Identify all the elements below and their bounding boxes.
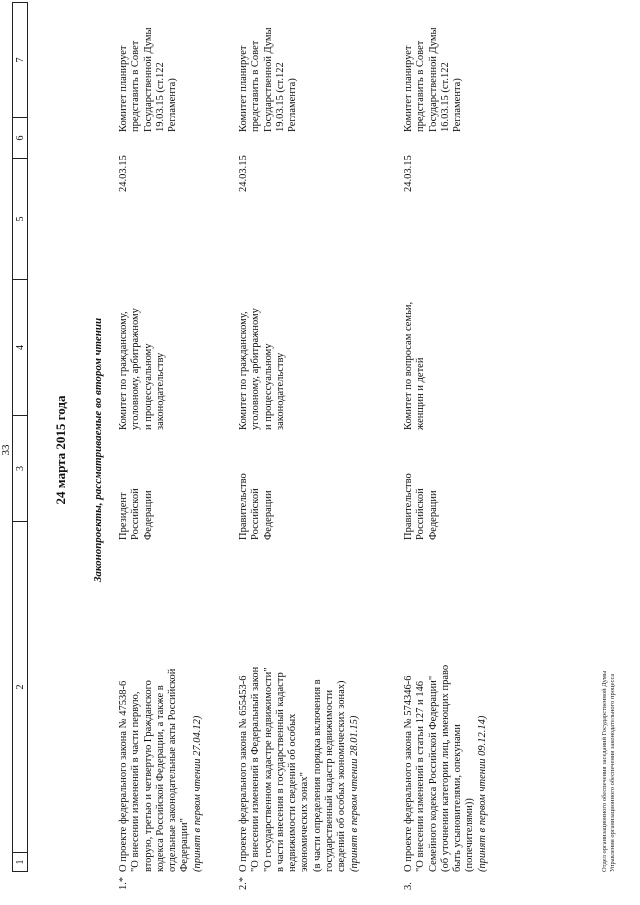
column-header: 1 [13, 853, 28, 872]
bill-title-line: "О внесении изменений в статьи 127 и 146 [415, 681, 427, 872]
schedule-date: 24.03.15 [403, 155, 414, 192]
row-number: 2.* [238, 876, 249, 890]
column-header: 6 [13, 118, 28, 159]
committee: Комитет по гражданскому, уголовному, арбитражному и процессуальному законодательству [118, 308, 166, 430]
footer-line: Отдел организационного обеспечения заседаний Государственной Думы [601, 670, 608, 872]
bill-title-line: "О внесении изменений в части первую, [130, 691, 142, 872]
adoption-note: (принят в первом чтении 28.01.15) [348, 715, 360, 872]
footer [601, 671, 617, 872]
bill-title-line: в части внесения в государственный кадастр [274, 672, 286, 872]
bill-title-line: "О государственном кадастре недвижимости" [262, 667, 274, 872]
bill-title-line: Семейного кодекса Российской Федерации" [427, 675, 439, 872]
column-header: 2 [13, 522, 28, 853]
bill-title-line: (попечителями)) [464, 798, 476, 872]
row-number: 1.* [118, 876, 129, 890]
bill-title-line: О проекте федерального закона № 574346-6 [403, 675, 414, 872]
section-title: Законопроекты, рассматриваемые во втором чтении [92, 317, 104, 583]
column-number-header [12, 2, 28, 872]
column-header: 3 [13, 416, 28, 522]
bill-title-line: О проекте федерального закона № 655453-6 [238, 675, 249, 872]
bill-title-line: отдельные законодательные акты Российской [167, 668, 179, 872]
schedule-date: 24.03.15 [238, 155, 249, 192]
committee: Комитет по гражданскому, уголовному, арбитражному и процессуальному законодательству [238, 308, 286, 430]
bill-title-line: Федерации" [179, 818, 191, 872]
initiator: Правительство Российской Федерации [403, 473, 439, 540]
bill-title-line: государственный кадастр недвижимости [324, 689, 336, 872]
bill-title-line: быть усыновителями, опекунами [452, 724, 464, 872]
bill-title-line: сведений об особых экономических зонах) [336, 680, 348, 872]
initiator: Правительство Российской Федерации [238, 473, 274, 540]
committee-note: Комитет планирует представить в Совет Государственной Думы 19.03.15 (ст.122 Регламента) [238, 27, 299, 132]
committee: Комитет по вопросам семьи, женщин и детей [403, 301, 427, 430]
column-header: 7 [13, 3, 28, 118]
bill-title-line: экономических зонах" [299, 772, 311, 872]
bill-title-line: О проекте федерального закона № 47538-6 [118, 680, 129, 872]
bill-title-line: "О внесении изменений в Федеральный закон [250, 666, 262, 872]
date-title: 24 марта 2015 года [53, 395, 68, 505]
bill-title [118, 562, 204, 872]
bill-title-line: (об уточнении категории лиц, имеющих право [439, 664, 451, 872]
adoption-note: (принят в первом чтении 09.12.14) [476, 715, 488, 872]
initiator: Президент Российской Федерации [118, 488, 154, 540]
column-header: 4 [13, 280, 28, 416]
committee-note: Комитет планирует представить в Совет Государственной Думы 19.03.15 (ст.122 Регламента) [118, 27, 179, 132]
bill-title [238, 562, 361, 872]
adoption-note: (принят в первом чтении 27.04.12) [191, 715, 203, 872]
footer-line: Управления организационного обеспечения законодательного процесса [609, 673, 616, 872]
bill-title-line: кодекса Российской Федерации, а также в [154, 685, 166, 872]
row-number: 3. [403, 882, 414, 890]
bill-title-line: вторую, третью и четвертую Гражданского [142, 680, 154, 872]
schedule-date: 24.03.15 [118, 155, 129, 192]
bill-title-line: недвижимости сведений об особых [287, 713, 299, 872]
committee-note: Комитет планирует представить в Совет Государственной Думы 16.03.15 (ст.122 Регламента) [403, 27, 464, 132]
bill-title [403, 562, 489, 872]
column-header: 5 [13, 159, 28, 280]
bill-title-line: (в части определения порядка включения в [311, 679, 323, 872]
page-number: 33 [0, 444, 12, 456]
